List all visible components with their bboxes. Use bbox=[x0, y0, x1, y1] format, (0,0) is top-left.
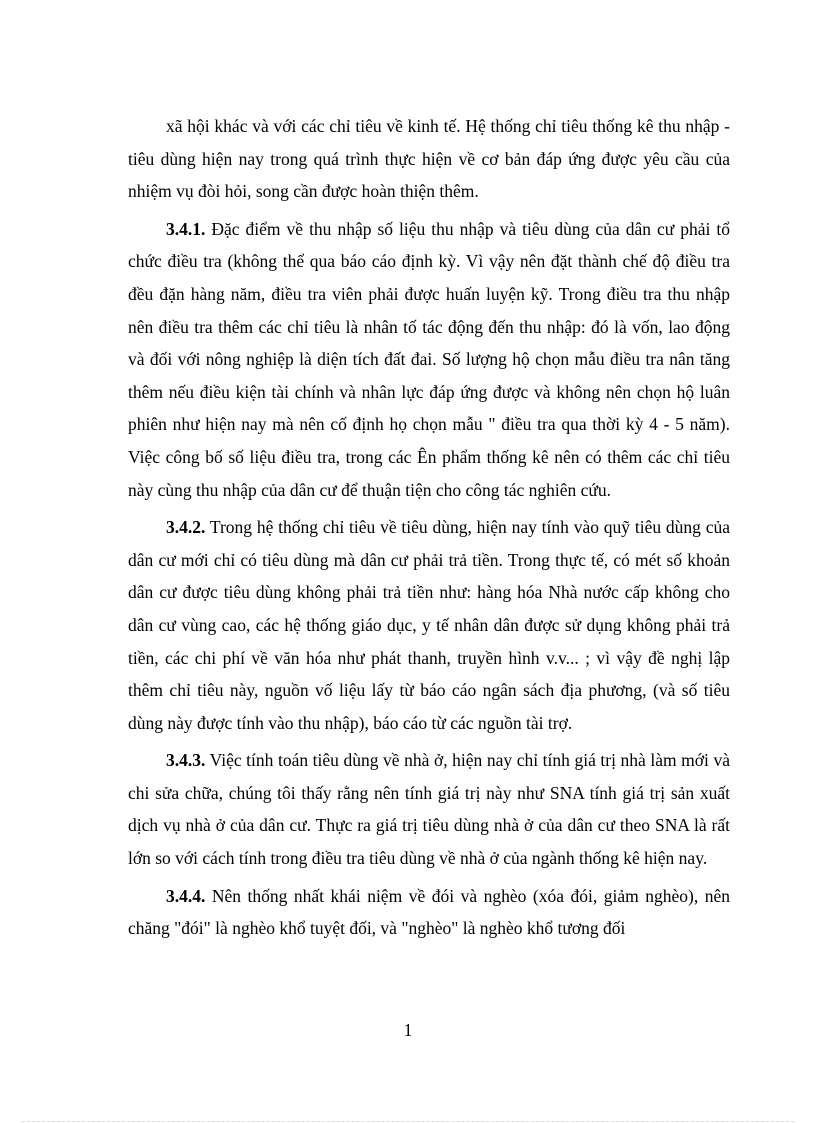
section-number-3-4-3: 3.4.3. bbox=[166, 750, 206, 771]
paragraph-3-4-1 bbox=[128, 213, 730, 506]
paragraph-3-4-1-text: Đặc điểm về thu nhập số liệu thu nhập và tiêu dùng của dân cư phải tổ chức điều tra (không thể qua báo cáo định kỳ. Vì vậy nên đặt thành chế độ điều tra đều đặn hàng năm, điều tra viên phải được huấn luyện kỹ. Trong điều tra thu nhập nên điều tra thêm các chỉ tiêu là nhân tố tác động đến thu nhập: đó là vốn, lao động và đối với nông nghiệp là diện tích đất đai. Số lượng hộ chọn mẫu điều tra nân tăng thêm nếu điều kiện tài chính và nhân lực đáp ứng được và không nên chọn hộ luân phiên như hiện nay mà nên cố định họ chọn mẫu " điều tra qua thời kỳ 4 - 5 năm). Việc công bố số liệu điều tra, trong các Ên phẩm thống kê nên có thêm các chỉ tiêu này cùng thu nhập của dân cư để thuận tiện cho công tác nghiên cứu. bbox=[128, 218, 730, 500]
section-number-3-4-4: 3.4.4. bbox=[166, 885, 206, 906]
page-number: 1 bbox=[403, 1020, 413, 1040]
paragraph-intro bbox=[128, 110, 730, 208]
section-number-3-4-1: 3.4.1. bbox=[166, 218, 206, 239]
section-number-3-4-2: 3.4.2. bbox=[166, 517, 206, 538]
paragraph-3-4-4 bbox=[128, 880, 730, 945]
paragraph-intro-text: xã hội khác và với các chỉ tiêu về kinh tế. Hệ thống chỉ tiêu thống kê thu nhập - tiêu dùng hiện nay trong quá trình thực hiện về cơ bản đáp ứng được yêu cầu của nhiệm vụ đòi hỏi, song cần được hoàn thiện thêm. bbox=[128, 116, 730, 202]
paragraph-3-4-2-text: Trong hệ thống chỉ tiêu về tiêu dùng, hiện nay tính vào quỹ tiêu dùng của dân cư mới chỉ có tiêu dùng mà dân cư phải trả tiền. Trong thực tế, có mét số khoản dân cư được tiêu dùng không phải trả tiền như: hàng hóa Nhà nước cấp không cho dân cư vùng cao, các hệ thống giáo dục, y tế nhân dân được sử dụng không phải trả tiền, các chi phí về văn hóa như phát thanh, truyền hình v.v... ; vì vậy đề nghị lập thêm chỉ tiêu này, nguồn vố liệu lấy từ báo cáo ngân sách địa phương, (và số tiêu dùng này được tính vào thu nhập), báo cáo từ các nguồn tài trợ. bbox=[128, 517, 730, 733]
page-bottom-edge bbox=[22, 1121, 794, 1122]
paragraph-3-4-2 bbox=[128, 511, 730, 739]
paragraph-3-4-3 bbox=[128, 744, 730, 874]
paragraph-3-4-3-text: Việc tính toán tiêu dùng về nhà ở, hiện nay chỉ tính giá trị nhà làm mới và chi sửa chữa, chúng tôi thấy rằng nên tính giá trị này như SNA tính giá trị sản xuất dịch vụ nhà ở của dân cư. Thực ra giá trị tiêu dùng nhà ở của dân cư theo SNA là rất lớn so với cách tính trong điều tra tiêu dùng về nhà ở của ngành thống kê hiện nay. bbox=[128, 750, 730, 869]
document-page bbox=[128, 110, 730, 950]
paragraph-3-4-4-text: Nên thống nhất khái niệm về đói và nghèo (xóa đói, giảm nghèo), nên chăng "đói" là nghèo khổ tuyệt đối, và "nghèo" là nghèo khổ tương đối bbox=[128, 885, 730, 939]
